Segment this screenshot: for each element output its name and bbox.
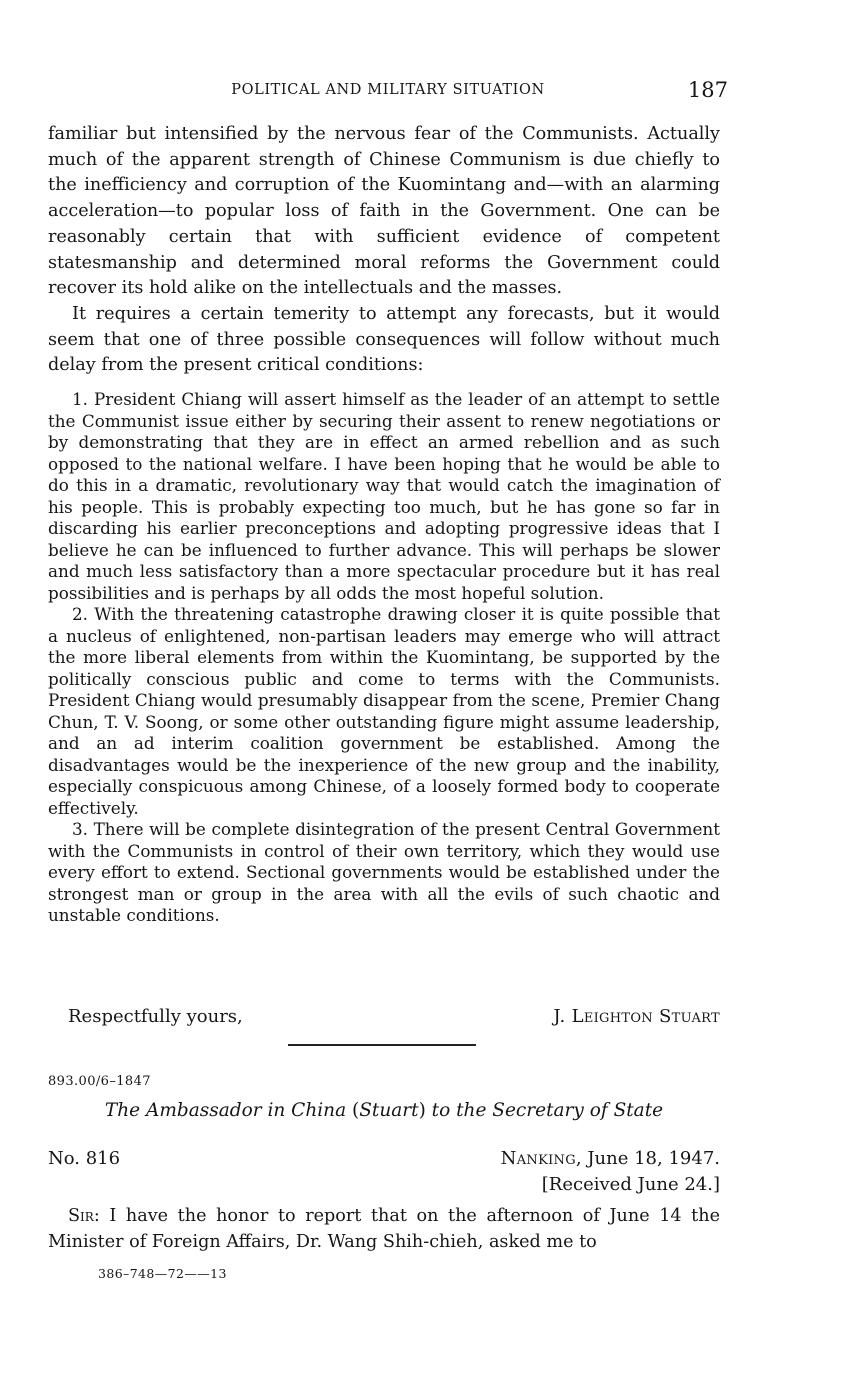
printer-code: 386–748—72——13 <box>98 1266 227 1281</box>
heading-paren-open: ( <box>352 1100 360 1121</box>
body-text <box>48 122 720 379</box>
signature: J. Leighton Stuart <box>553 1006 720 1027</box>
heading-part-2: to the Secretary of State <box>425 1100 664 1121</box>
list-item-3: 3. There will be complete disintegration of the present Central Government with the Communists in control of their own territory, which they would use every effort to extend. Sectional governments would be established under the strongest man or group in the area with all the evils of such chaotic and unstable conditions. <box>48 819 720 925</box>
valediction: Respectfully yours, <box>68 1006 243 1027</box>
letter-closing <box>48 1006 720 1032</box>
section-divider <box>288 1044 476 1046</box>
paragraph-continuation: familiar but intensified by the nervous fear of the Communists. Actually much of the apparent strength of Chinese Communism is due chiefly to the inefficiency and corruption of the Kuomintang and—with an alarming acceleration—to popular loss of faith in the Government. One can be reasonably certain that with sufficient evidence of competent statesmanship and determined moral reforms the Government could recover its hold alike on the intellectuals and the masses. <box>48 124 720 299</box>
letter-opening-text: : I have the honor to report that on the afternoon of June 14 the Minister of Foreign Affairs, Dr. Wang Shih-chieh, asked me to <box>48 1206 720 1252</box>
received-date: [Received June 24.] <box>541 1174 720 1195</box>
document-heading <box>48 1100 720 1121</box>
heading-part-1: The Ambassador in China <box>104 1100 352 1121</box>
dispatch-place: Nanking <box>500 1148 576 1169</box>
heading-paren-close: ) <box>418 1100 426 1121</box>
paragraph-forecast: It requires a certain temerity to attempt any forecasts, but it would seem that one of three possible consequences will follow without much delay from the present critical conditions: <box>48 303 720 376</box>
consequences-list <box>48 389 720 927</box>
letter-opening <box>48 1204 720 1255</box>
running-head <box>48 80 728 104</box>
salutation: Sir <box>68 1206 94 1226</box>
heading-name: Stuart <box>359 1100 419 1121</box>
dispatch-number: No. 816 <box>48 1148 121 1169</box>
running-title: POLITICAL AND MILITARY SITUATION <box>231 82 545 98</box>
list-item-1: 1. President Chiang will assert himself as the leader of an attempt to settle the Communist issue either by securing their assent to renew negotiations or by demonstrating that they are in effect an armed rebellion and as such opposed to the national welfare. I have been hoping that he would be able to do this in a dramatic, revolutionary way that would catch the imagination of his people. This is probably expecting too much, but he has gone so far in discarding his earlier preconceptions and adopting progressive ideas that I believe he can be influenced to further advance. This will perhaps be slower and much less satisfactory than a more spectacular procedure but it has real possibilities and is perhaps by all odds the most hopeful solution. <box>48 389 720 603</box>
file-number: 893.00/6–1847 <box>48 1074 151 1089</box>
dispatch-date: , June 18, 1947. <box>575 1148 720 1169</box>
letter-body <box>48 1204 720 1255</box>
page-number: 187 <box>687 78 728 102</box>
dispatch-place-date <box>501 1148 720 1169</box>
list-item-2: 2. With the threatening catastrophe drawing closer it is quite possible that a nucleus of enlightened, non-partisan leaders may emerge who will attract the more liberal elements from within the Kuomintang, be supported by the politically conscious public and come to terms with the Communists. President Chiang would presumably disappear from the scene, Premier Chang Chun, T. V. Soong, or some other outstanding figure might assume leadership, and an ad interim coalition government be established. Among the disadvantages would be the inexperience of the new group and the inability, especially conspicuous among Chinese, of a loosely formed body to cooperate effectively. <box>48 604 720 818</box>
dispatch-line <box>48 1148 720 1200</box>
